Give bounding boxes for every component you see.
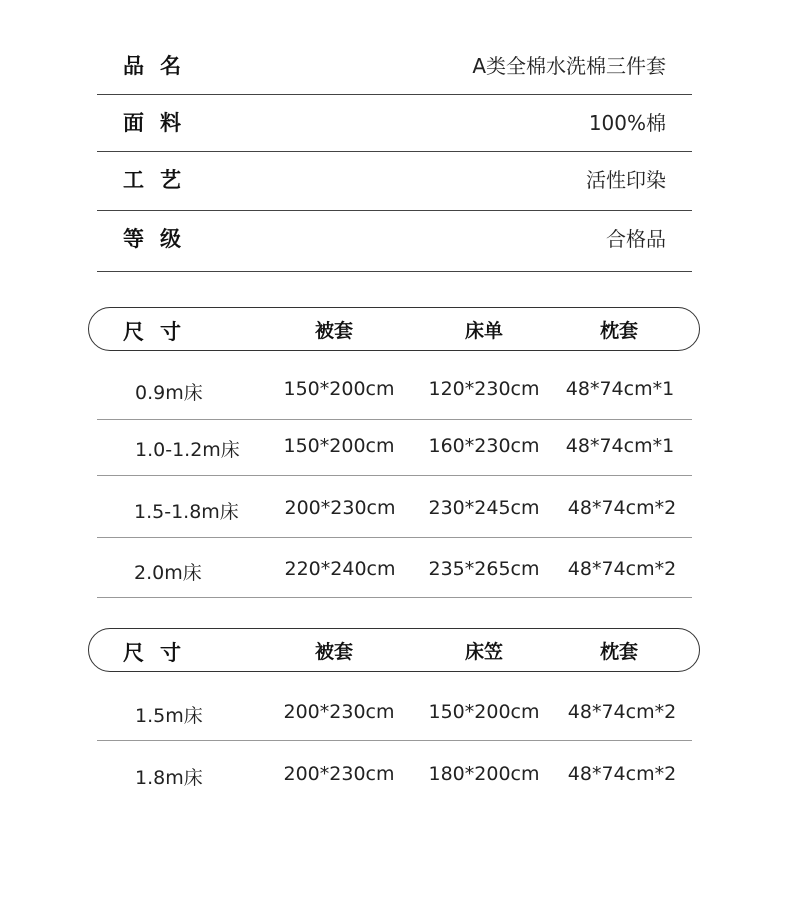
cell-size: 1.0-1.2m床: [135, 439, 240, 461]
cell-duvet: 150*200cm: [283, 378, 395, 400]
header-size: 尺寸: [123, 320, 197, 344]
cell-size: 1.8m床: [135, 767, 203, 789]
header-duvet-cover: 被套: [314, 641, 354, 663]
cell-duvet: 220*240cm: [284, 558, 396, 580]
cell-sheet: 235*265cm: [428, 558, 540, 580]
spec-value: A类全棉水洗棉三件套: [472, 54, 666, 78]
cell-duvet: 200*230cm: [284, 497, 396, 519]
cell-size: 1.5m床: [135, 705, 203, 727]
table-row: [97, 538, 692, 598]
cell-pillow: 48*74cm*2: [567, 763, 677, 785]
spec-row-name: [97, 38, 692, 95]
cell-pillow: 48*74cm*2: [567, 558, 677, 580]
header-fitted-sheet: 床笠: [464, 641, 504, 663]
cell-pillow: 48*74cm*2: [567, 701, 677, 723]
header-pillowcase: 枕套: [599, 320, 639, 342]
cell-duvet: 200*230cm: [283, 701, 395, 723]
cell-fitted: 180*200cm: [428, 763, 540, 785]
size-table-1-header: [88, 307, 700, 351]
header-pillowcase: 枕套: [599, 641, 639, 663]
header-duvet-cover: 被套: [314, 320, 354, 342]
table-row: [97, 673, 692, 741]
cell-sheet: 230*245cm: [428, 497, 540, 519]
product-spec-table: [97, 38, 692, 272]
spec-row-grade: [97, 211, 692, 272]
size-table-2-header: [88, 628, 700, 672]
cell-sheet: 160*230cm: [428, 435, 540, 457]
cell-size: 0.9m床: [135, 382, 203, 404]
cell-pillow: 48*74cm*1: [565, 378, 675, 400]
spec-value: 合格品: [606, 227, 666, 251]
spec-row-fabric: [97, 95, 692, 152]
header-bed-sheet: 床单: [464, 320, 504, 342]
table-row: [97, 352, 692, 420]
spec-label: 工艺: [123, 168, 197, 192]
spec-label: 面料: [123, 111, 197, 135]
table-row: [97, 741, 692, 803]
spec-value: 活性印染: [586, 168, 666, 192]
table-row: [97, 420, 692, 476]
cell-duvet: 150*200cm: [283, 435, 395, 457]
cell-fitted: 150*200cm: [428, 701, 540, 723]
header-size: 尺寸: [123, 641, 197, 665]
spec-value: 100%棉: [588, 111, 666, 135]
cell-pillow: 48*74cm*1: [565, 435, 675, 457]
spec-label: 品名: [123, 54, 197, 78]
spec-label: 等级: [123, 227, 197, 251]
cell-size: 2.0m床: [134, 562, 202, 584]
cell-sheet: 120*230cm: [428, 378, 540, 400]
cell-duvet: 200*230cm: [283, 763, 395, 785]
cell-size: 1.5-1.8m床: [134, 501, 239, 523]
cell-pillow: 48*74cm*2: [567, 497, 677, 519]
spec-row-craft: [97, 152, 692, 211]
table-row: [97, 476, 692, 538]
